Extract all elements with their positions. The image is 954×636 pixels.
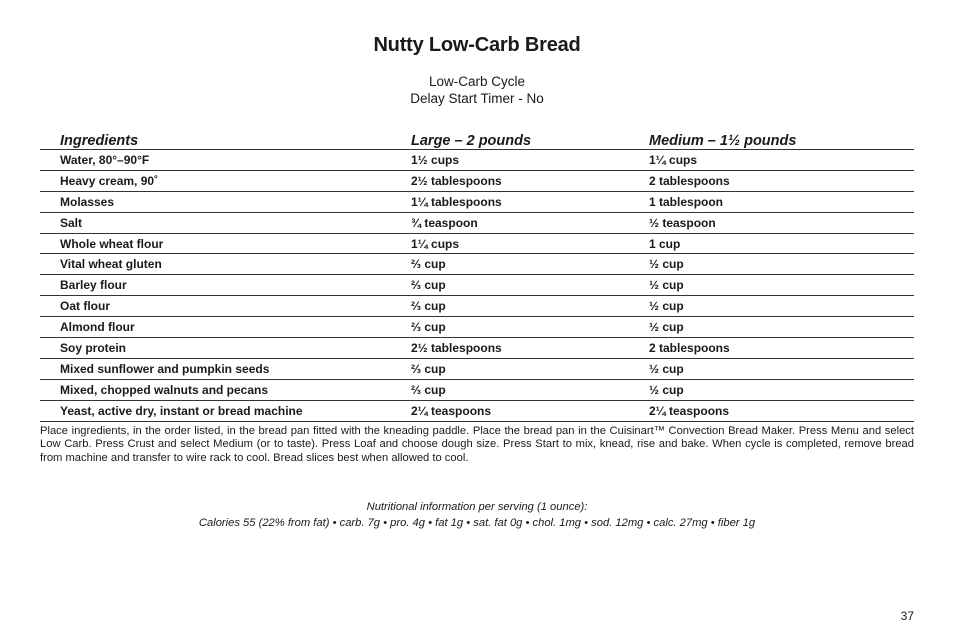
header-large: Large – 2 pounds: [391, 127, 629, 150]
table-row: [40, 254, 914, 275]
ingredient-cell: Water, 80°–90°F: [40, 150, 391, 171]
ingredient-cell: Vital wheat gluten: [40, 254, 391, 275]
medium-amount-cell: 2 tablespoons: [629, 338, 914, 359]
table-row: [40, 358, 914, 379]
large-amount-cell: 2½ tablespoons: [391, 338, 629, 359]
table-row: [40, 400, 914, 421]
ingredient-cell: Mixed sunflower and pumpkin seeds: [40, 358, 391, 379]
ingredient-cell: Salt: [40, 212, 391, 233]
page-title: Nutty Low-Carb Bread: [373, 34, 581, 56]
table-row: [40, 275, 914, 296]
medium-amount-cell: ½ cup: [629, 317, 914, 338]
table-row: [40, 212, 914, 233]
medium-amount-cell: 1 cup: [629, 233, 914, 254]
ingredient-cell: Mixed, chopped walnuts and pecans: [40, 379, 391, 400]
large-amount-cell: ⅔ cup: [391, 275, 629, 296]
ingredient-cell: Soy protein: [40, 338, 391, 359]
large-amount-cell: ⅔ cup: [391, 296, 629, 317]
large-amount-cell: 1¼ cups: [391, 233, 629, 254]
medium-amount-cell: 1 tablespoon: [629, 191, 914, 212]
header-ingredients: Ingredients: [40, 127, 391, 150]
large-amount-cell: ⅔ cup: [391, 358, 629, 379]
instructions-paragraph: Place ingredients, in the order listed, in the bread pan fitted with the kneading paddle. Place the bread pan in the Cuisinart™ Convection Bread Maker. Press Menu and select Low Carb. Press Crust and select Medium (or to taste). Press Loaf and choose dough size. Press Start to mix, knead, rise and bake. When cycle is completed, remove bread from machine and transfer to wire rack to cool. Bread slices best when allowed to cool.: [40, 425, 914, 464]
table-row: [40, 317, 914, 338]
table-row: [40, 379, 914, 400]
table-row: [40, 191, 914, 212]
large-amount-cell: 2¼ teaspoons: [391, 400, 629, 421]
medium-amount-cell: 2 tablespoons: [629, 170, 914, 191]
large-amount-cell: ⅔ cup: [391, 254, 629, 275]
large-amount-cell: 1½ cups: [391, 150, 629, 171]
nutrition-details: Calories 55 (22% from fat) • carb. 7g • pro. 4g • fat 1g • sat. fat 0g • chol. 1mg • sod. 12mg • calc. 27mg • fiber 1g: [198, 517, 756, 529]
medium-amount-cell: ½ cup: [629, 254, 914, 275]
large-amount-cell: ⅔ cup: [391, 317, 629, 338]
ingredient-cell: Heavy cream, 90˚: [40, 170, 391, 191]
ingredients-table: [40, 127, 914, 422]
ingredient-cell: Oat flour: [40, 296, 391, 317]
header-medium: Medium – 1½ pounds: [629, 127, 914, 150]
table-row: [40, 170, 914, 191]
ingredient-cell: Yeast, active dry, instant or bread machine: [40, 400, 391, 421]
medium-amount-cell: ½ cup: [629, 296, 914, 317]
table-row: [40, 296, 914, 317]
ingredient-cell: Almond flour: [40, 317, 391, 338]
ingredient-cell: Molasses: [40, 191, 391, 212]
large-amount-cell: ¾ teaspoon: [391, 212, 629, 233]
medium-amount-cell: 1¼ cups: [629, 150, 914, 171]
medium-amount-cell: ½ cup: [629, 358, 914, 379]
medium-amount-cell: 2¼ teaspoons: [629, 400, 914, 421]
medium-amount-cell: ½ cup: [629, 275, 914, 296]
table-row: [40, 338, 914, 359]
medium-amount-cell: ½ teaspoon: [629, 212, 914, 233]
large-amount-cell: ⅔ cup: [391, 379, 629, 400]
table-row: [40, 150, 914, 171]
delay-timer-subtitle: Delay Start Timer - No: [410, 91, 544, 106]
cycle-subtitle: Low-Carb Cycle: [428, 74, 526, 89]
table-header-row: [40, 127, 914, 150]
large-amount-cell: 2½ tablespoons: [391, 170, 629, 191]
nutrition-heading: Nutritional information per serving (1 ounce):: [366, 501, 588, 513]
medium-amount-cell: ½ cup: [629, 379, 914, 400]
ingredient-cell: Whole wheat flour: [40, 233, 391, 254]
ingredient-cell: Barley flour: [40, 275, 391, 296]
page-number: 37: [900, 609, 914, 623]
large-amount-cell: 1¼ tablespoons: [391, 191, 629, 212]
table-row: [40, 233, 914, 254]
